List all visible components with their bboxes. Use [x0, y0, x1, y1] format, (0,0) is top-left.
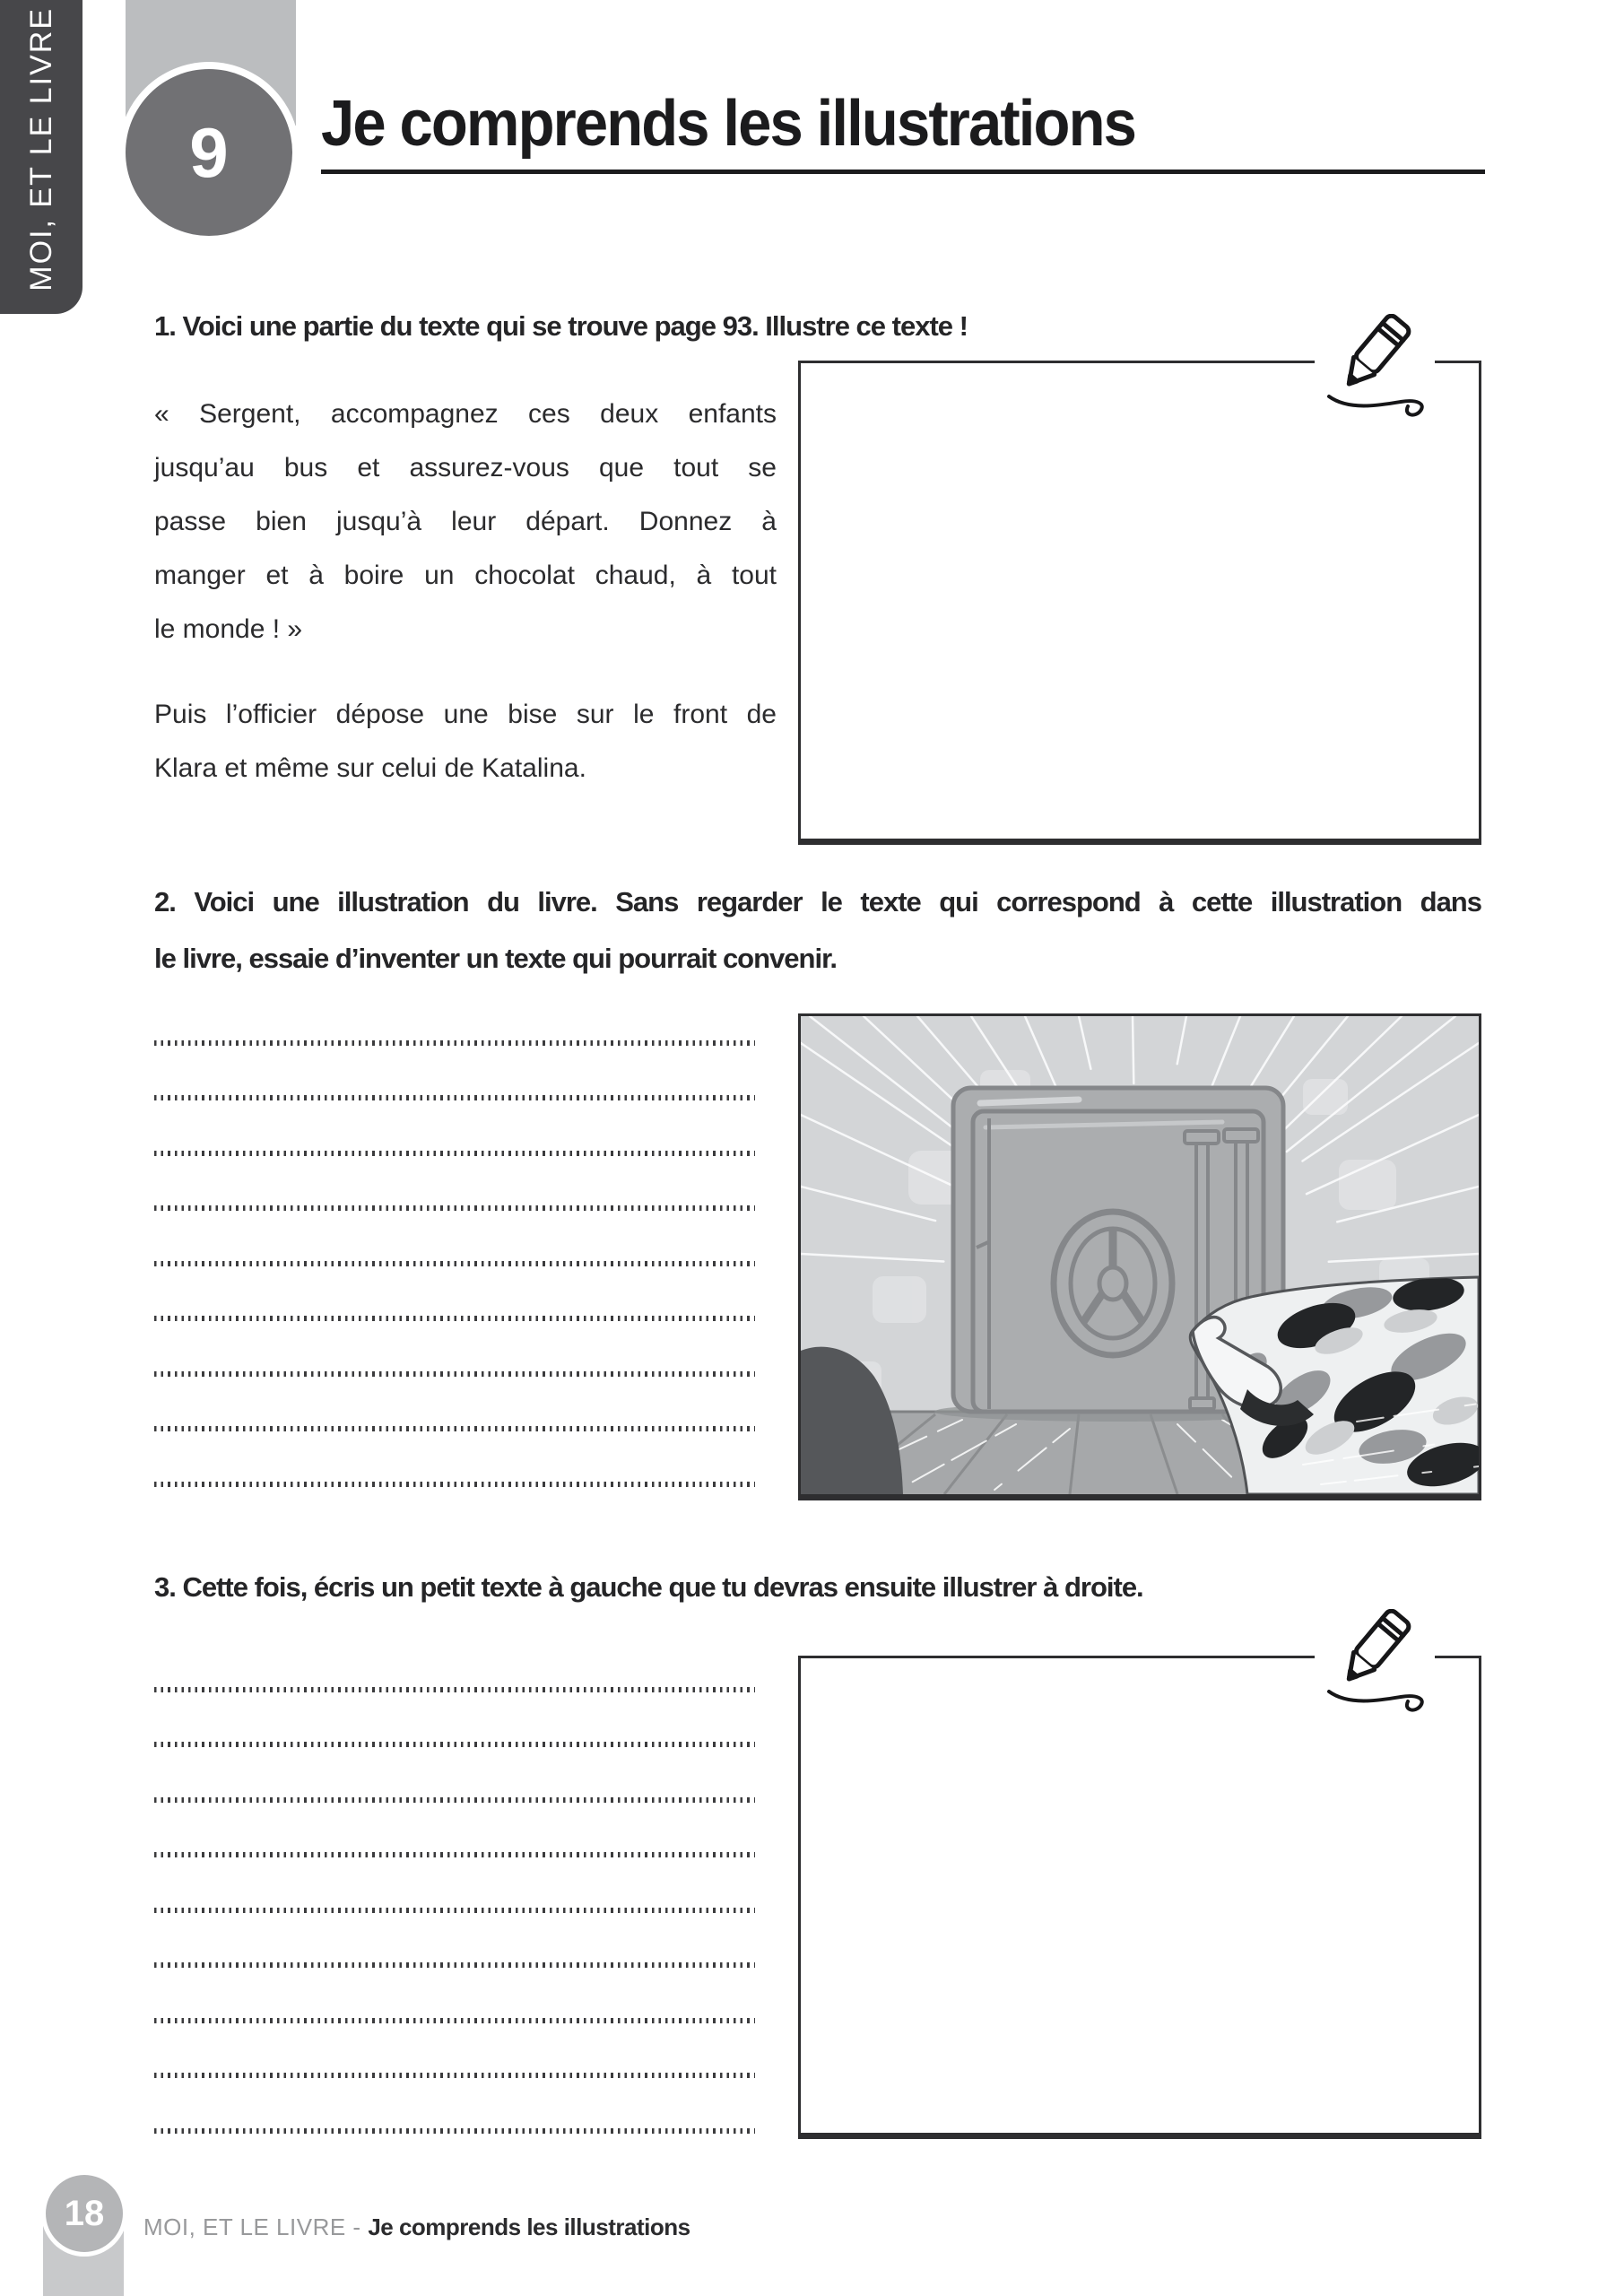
answer-line[interactable]	[154, 1742, 755, 1747]
chapter-side-label: MOI, ET LE LIVRE	[23, 6, 58, 291]
pencil-icon	[1315, 1609, 1435, 1717]
footer-breadcrumb	[143, 2213, 690, 2240]
quote-line: manger et à boire un chocolat chaud, à tout	[154, 561, 777, 590]
exercise2-heading	[154, 874, 1481, 987]
quote-line: Puis l’officier dépose une bise sur le front de	[154, 700, 777, 729]
answer-line[interactable]	[154, 1962, 755, 1968]
answer-line[interactable]	[154, 1151, 755, 1156]
answer-line[interactable]	[154, 1095, 755, 1100]
quote-line: le monde ! »	[154, 614, 303, 644]
exercise2-heading-line1: 2. Voici une illustration du livre. Sans regarder le texte qui correspond à cette illustration dans	[154, 886, 1481, 918]
answer-line[interactable]	[154, 1040, 755, 1046]
answer-line[interactable]	[154, 1852, 755, 1857]
answer-line[interactable]	[154, 2128, 755, 2134]
quote-line: passe bien jusqu’à leur départ. Donnez à	[154, 507, 777, 536]
quote-line: Klara et même sur celui de Katalina.	[154, 753, 586, 783]
page-number-badge: 18	[46, 2175, 123, 2252]
answer-line[interactable]	[154, 2073, 755, 2078]
answer-line[interactable]	[154, 1316, 755, 1321]
vault-illustration	[798, 1013, 1481, 1500]
answer-line[interactable]	[154, 1797, 755, 1803]
quote-line: jusqu’au bus et assurez-vous que tout se	[154, 453, 777, 483]
answer-line[interactable]	[154, 1908, 755, 1913]
footer-book-title: MOI, ET LE LIVRE -	[143, 2213, 369, 2240]
footer-chapter-title: Je comprends les illustrations	[368, 2213, 690, 2240]
exercise1-drawing-box[interactable]	[798, 361, 1481, 845]
exercise3-drawing-box[interactable]	[798, 1656, 1481, 2139]
exercise1-quote-paragraph2	[154, 688, 777, 796]
answer-line[interactable]	[154, 1687, 755, 1692]
exercise1-heading: 1. Voici une partie du texte qui se trouve page 93. Illustre ce texte !	[154, 310, 968, 342]
quote-line: « Sergent, accompagnez ces deux enfants	[154, 399, 777, 429]
page-title: Je comprends les illustrations	[321, 88, 1135, 160]
pencil-icon	[1315, 314, 1435, 422]
answer-line[interactable]	[154, 1261, 755, 1266]
answer-line[interactable]	[154, 1482, 755, 1487]
answer-line[interactable]	[154, 1371, 755, 1377]
answer-line[interactable]	[154, 1205, 755, 1211]
lesson-number-badge: 9	[126, 69, 292, 236]
answer-line[interactable]	[154, 1426, 755, 1431]
title-underline	[321, 170, 1485, 174]
exercise1-quote-paragraph1	[154, 387, 777, 657]
exercise3-heading: 3. Cette fois, écris un petit texte à gauche que tu devras ensuite illustrer à droite.	[154, 1571, 1143, 1603]
answer-line[interactable]	[154, 2018, 755, 2023]
exercise2-heading-line2: le livre, essaie d’inventer un texte qui pourrait convenir.	[154, 943, 838, 974]
chapter-side-tab	[0, 0, 83, 314]
